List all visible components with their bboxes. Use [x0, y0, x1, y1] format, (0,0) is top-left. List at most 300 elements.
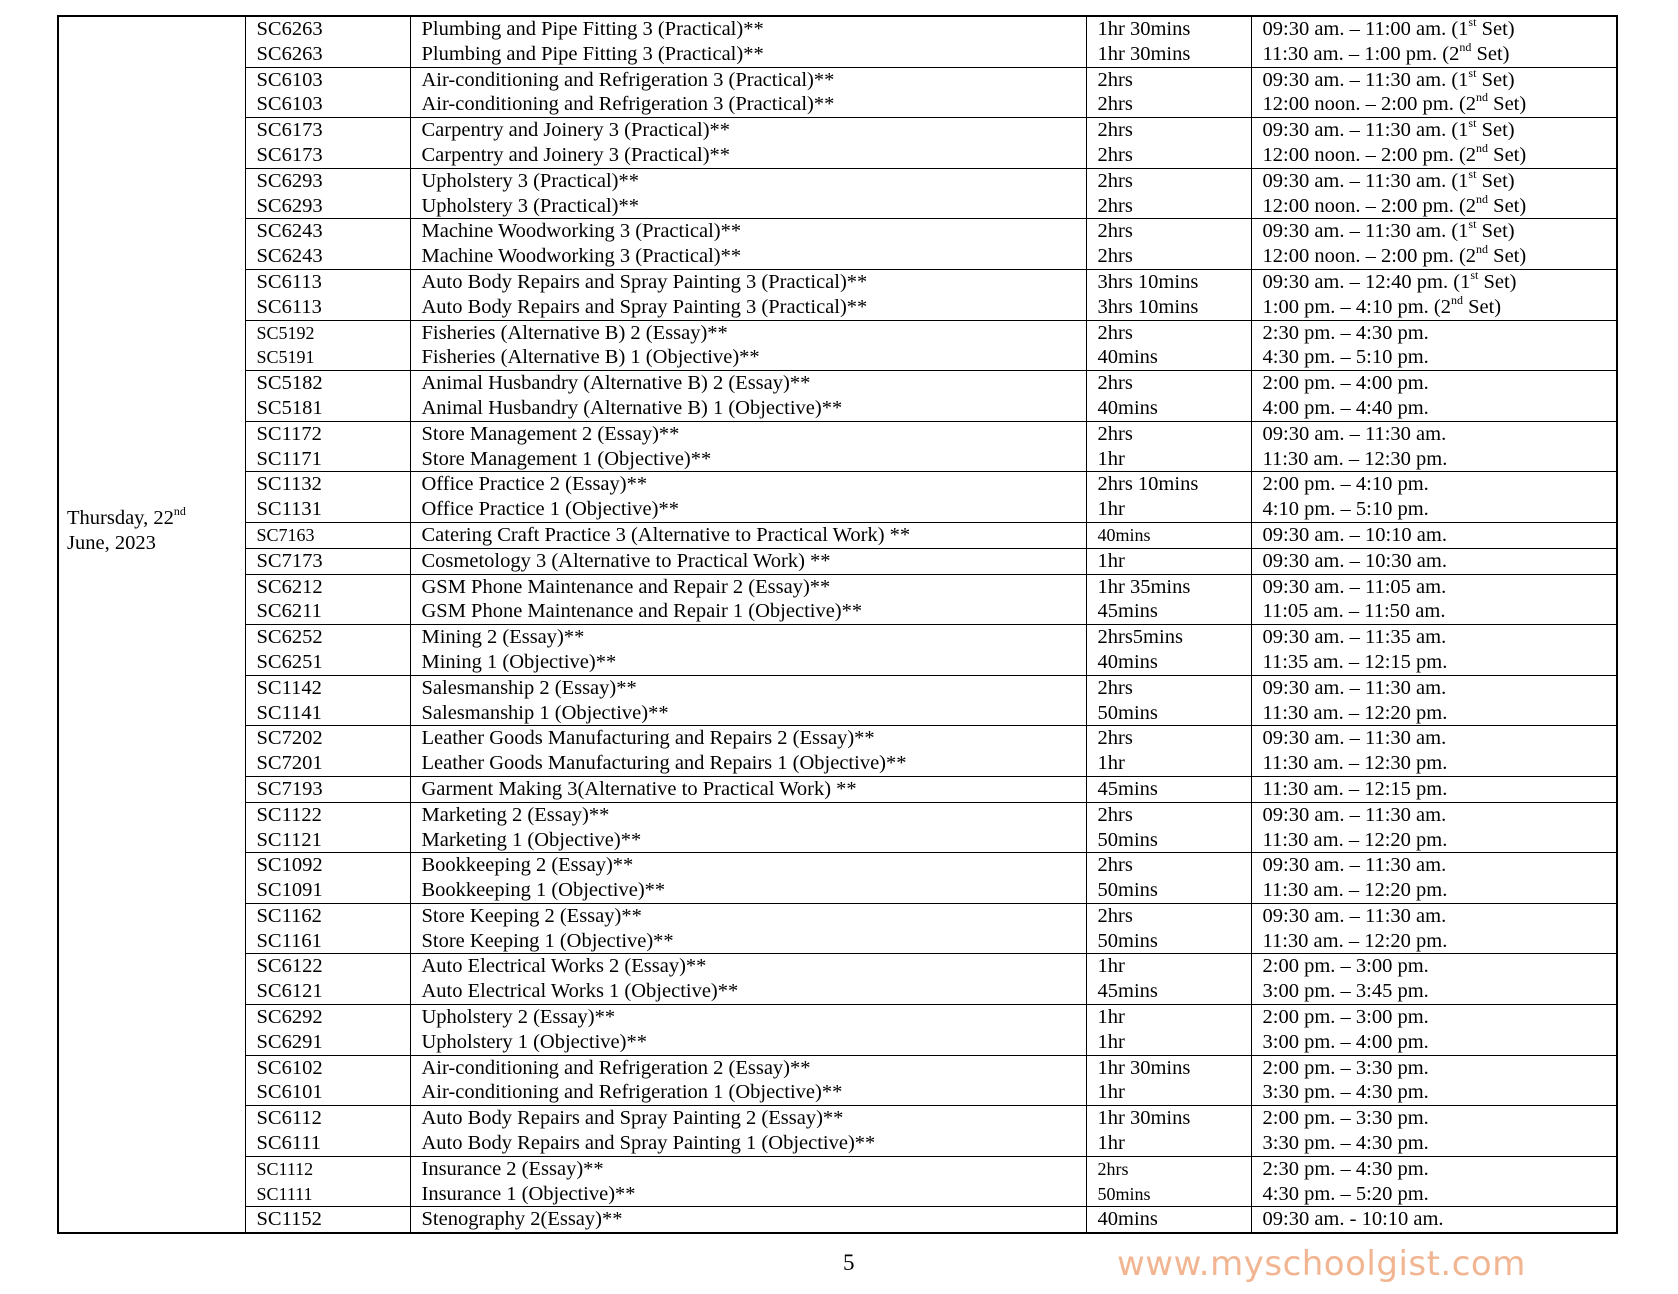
paper-code-cell	[245, 675, 410, 726]
subject-cell	[410, 853, 1086, 904]
code-line: SC6251	[256, 650, 323, 673]
subject-line: Store Management 2 (Essay)**	[421, 422, 680, 445]
code-line: SC1142	[256, 676, 322, 699]
subject-line: Machine Woodworking 3 (Practical)**	[421, 245, 742, 268]
time-line: 4:10 pm. – 5:10 pm.	[1262, 498, 1429, 521]
time-cell	[1251, 574, 1617, 625]
time-cell	[1251, 371, 1617, 422]
duration-cell	[1086, 954, 1251, 1005]
paper-code-cell	[245, 726, 410, 777]
duration-cell	[1086, 1156, 1251, 1207]
set-ordinal: st	[1468, 217, 1477, 232]
code-line: SC6173	[256, 143, 323, 166]
duration-cell	[1086, 548, 1251, 574]
paper-code-cell	[245, 903, 410, 954]
time-line: 09:30 am. – 11:30 am.	[1262, 727, 1447, 750]
set-label: Set)	[1476, 119, 1515, 142]
subject-cell	[410, 472, 1086, 523]
time-line: 4:30 pm. – 5:20 pm.	[1262, 1182, 1429, 1205]
time-line: 3:30 pm. – 4:30 pm.	[1262, 1132, 1429, 1155]
time-line: 3:30 pm. – 4:30 pm.	[1262, 1081, 1429, 1104]
subject-line: Mining 2 (Essay)**	[421, 626, 585, 649]
set-label: Set)	[1476, 68, 1515, 91]
subject-line: Plumbing and Pipe Fitting 3 (Practical)**	[421, 18, 764, 40]
code-line: SC7193	[256, 777, 323, 800]
code-line: SC1162	[256, 904, 322, 927]
subject-line: Upholstery 1 (Objective)**	[421, 1030, 647, 1053]
duration-line: 50mins	[1097, 879, 1158, 902]
duration-cell	[1086, 903, 1251, 954]
subject-line: Mining 1 (Objective)**	[421, 650, 617, 673]
duration-line: 3hrs 10mins	[1097, 270, 1199, 293]
paper-code-cell	[245, 1055, 410, 1106]
subject-line: Salesmanship 2 (Essay)**	[421, 676, 637, 699]
paper-code-cell	[245, 574, 410, 625]
subject-line: Store Keeping 2 (Essay)**	[421, 904, 642, 927]
time-line	[1262, 166, 1617, 194]
subject-line: Carpentry and Joinery 3 (Practical)**	[421, 143, 731, 166]
subject-line: Store Keeping 1 (Objective)**	[421, 929, 674, 952]
duration-line: 1hr	[1097, 1132, 1125, 1155]
duration-line: 1hr	[1097, 549, 1125, 572]
subject-line: Upholstery 2 (Essay)**	[421, 1006, 616, 1029]
time-text: 1:00 pm. – 4:10 pm. (2	[1262, 295, 1451, 318]
subject-line: Auto Electrical Works 2 (Essay)**	[421, 955, 707, 978]
duration-line: 2hrs	[1097, 245, 1133, 268]
subject-line: Bookkeeping 1 (Objective)**	[421, 879, 666, 902]
time-line	[1263, 244, 1617, 269]
code-line: SC1092	[256, 854, 323, 877]
time-line: 09:30 am. – 11:30 am.	[1262, 422, 1447, 445]
time-cell	[1251, 954, 1617, 1005]
set-label: Set)	[1488, 143, 1527, 166]
subject-line: Air-conditioning and Refrigeration 2 (Essay)**	[421, 1056, 811, 1079]
subject-line: Animal Husbandry (Alternative B) 1 (Objective)**	[421, 396, 843, 419]
subject-line: Leather Goods Manufacturing and Repairs 1 (Objective)**	[421, 752, 907, 775]
timetable-row	[58, 903, 1617, 954]
duration-line: 2hrs	[1097, 1158, 1129, 1179]
code-line: SC6113	[256, 295, 322, 318]
duration-line: 1hr 30mins	[1097, 18, 1191, 40]
timetable-row	[58, 16, 1617, 67]
exam-date-line2: June, 2023	[67, 531, 156, 554]
code-line: SC1132	[256, 473, 322, 496]
duration-line: 40mins	[1097, 650, 1158, 673]
time-line	[1263, 219, 1617, 244]
paper-code-cell	[245, 1207, 410, 1233]
timetable-row	[58, 1005, 1617, 1056]
exam-date	[67, 506, 186, 556]
date-cell	[58, 16, 245, 1233]
duration-cell	[1086, 421, 1251, 472]
subject-line: Plumbing and Pipe Fitting 3 (Practical)**	[421, 42, 764, 65]
set-ordinal: st	[1468, 65, 1477, 80]
timetable-row	[58, 574, 1617, 625]
subject-cell	[410, 954, 1086, 1005]
subject-line: Auto Body Repairs and Spray Painting 1 (Objective)**	[421, 1132, 876, 1155]
duration-line: 2hrs	[1097, 68, 1133, 91]
code-line: SC6112	[256, 1107, 322, 1130]
time-line: 2:30 pm. – 4:30 pm.	[1262, 321, 1429, 344]
subject-cell	[410, 776, 1086, 802]
paper-code-cell	[245, 168, 410, 219]
watermark: www.myschoolgist.com	[1117, 1244, 1526, 1284]
time-line	[1262, 65, 1617, 93]
duration-cell	[1086, 574, 1251, 625]
subject-cell	[410, 903, 1086, 954]
subject-cell	[410, 548, 1086, 574]
exam-date-line1	[67, 506, 186, 531]
code-line: SC6113	[256, 270, 322, 293]
code-line: SC1171	[256, 447, 322, 470]
paper-code-cell	[245, 802, 410, 853]
subject-line: Salesmanship 1 (Objective)**	[421, 701, 669, 724]
time-text: 09:30 am. – 11:30 am. (1	[1262, 68, 1469, 91]
timetable-row	[58, 1106, 1617, 1157]
code-line: SC6292	[256, 1006, 323, 1029]
duration-cell	[1086, 472, 1251, 523]
subject-line: Marketing 1 (Objective)**	[421, 828, 642, 851]
subject-line: Catering Craft Practice 3 (Alternative to Practical Work) **	[421, 523, 911, 546]
time-text: 12:00 noon. – 2:00 pm. (2	[1262, 93, 1477, 116]
paper-code-cell	[245, 421, 410, 472]
duration-line: 2hrs	[1097, 321, 1133, 344]
paper-code-cell	[245, 522, 410, 548]
code-line: SC6212	[256, 575, 323, 598]
paper-code-cell	[245, 954, 410, 1005]
subject-line: Air-conditioning and Refrigeration 3 (Practical)**	[421, 68, 835, 91]
code-line: SC6291	[256, 1030, 323, 1053]
subject-cell	[410, 118, 1086, 169]
duration-line: 1hr 35mins	[1097, 575, 1191, 598]
time-line: 2:00 pm. – 3:00 pm.	[1262, 1006, 1429, 1029]
time-line: 11:05 am. – 11:50 am.	[1262, 600, 1446, 623]
paper-code-cell	[245, 67, 410, 118]
time-text: 09:30 am. – 12:40 pm. (1	[1262, 270, 1471, 293]
time-line: 09:30 am. – 10:10 am.	[1262, 523, 1447, 546]
code-line: SC6121	[256, 980, 323, 1003]
time-cell	[1251, 548, 1617, 574]
paper-code-cell	[245, 269, 410, 320]
set-ordinal: st	[1468, 116, 1477, 131]
paper-code-cell	[245, 776, 410, 802]
duration-line: 2hrs	[1097, 422, 1133, 445]
paper-code-cell	[245, 1156, 410, 1207]
duration-line: 2hrs	[1097, 93, 1133, 116]
time-cell	[1251, 1005, 1617, 1056]
duration-line: 40mins	[1097, 396, 1158, 419]
timetable-row	[58, 726, 1617, 777]
duration-cell	[1086, 118, 1251, 169]
set-label: Set)	[1462, 295, 1502, 318]
paper-code-cell	[245, 853, 410, 904]
duration-line: 2hrs	[1097, 143, 1133, 166]
time-line: 11:30 am. – 12:30 pm.	[1262, 447, 1448, 470]
subject-cell	[410, 1106, 1086, 1157]
code-line: SC6243	[256, 220, 323, 243]
duration-line: 50mins	[1097, 828, 1158, 851]
paper-code-cell	[245, 118, 410, 169]
timetable-row	[58, 522, 1617, 548]
subject-line: Air-conditioning and Refrigeration 1 (Objective)**	[421, 1081, 843, 1104]
subject-cell	[410, 675, 1086, 726]
time-cell	[1251, 1106, 1617, 1157]
subject-line: Upholstery 3 (Practical)**	[421, 169, 639, 192]
duration-cell	[1086, 625, 1251, 676]
timetable-row	[58, 675, 1617, 726]
time-line: 09:30 am. - 10:10 am.	[1262, 1208, 1444, 1231]
duration-line: 2hrs	[1097, 220, 1133, 243]
duration-cell	[1086, 269, 1251, 320]
time-text: 09:30 am. – 11:30 am. (1	[1262, 220, 1469, 243]
code-line: SC5191	[256, 347, 315, 368]
set-ordinal: nd	[1476, 140, 1489, 155]
set-label: Set)	[1471, 42, 1510, 65]
timetable-row	[58, 219, 1617, 270]
time-line: 2:00 pm. – 3:30 pm.	[1262, 1107, 1429, 1130]
time-line: 2:30 pm. – 4:30 pm.	[1262, 1157, 1429, 1180]
time-line	[1263, 17, 1617, 42]
set-ordinal: nd	[1476, 90, 1489, 105]
subject-cell	[410, 371, 1086, 422]
time-line: 09:30 am. – 10:30 am.	[1262, 549, 1447, 572]
time-cell	[1251, 726, 1617, 777]
duration-line: 1hr	[1097, 498, 1125, 521]
code-line: SC6122	[256, 955, 323, 978]
time-cell	[1251, 472, 1617, 523]
subject-line: Animal Husbandry (Alternative B) 2 (Essay)**	[421, 372, 811, 395]
subject-line: Office Practice 2 (Essay)**	[421, 473, 648, 496]
duration-line: 2hrs	[1097, 904, 1133, 927]
time-line: 2:00 pm. – 3:00 pm.	[1262, 955, 1429, 978]
duration-line: 1hr	[1097, 955, 1125, 978]
duration-line: 40mins	[1097, 524, 1151, 545]
time-cell	[1251, 1156, 1617, 1207]
subject-cell	[410, 1156, 1086, 1207]
time-line: 09:30 am. – 11:30 am.	[1262, 676, 1447, 699]
timetable-row	[58, 802, 1617, 853]
code-line: SC7173	[256, 549, 323, 572]
paper-code-cell	[245, 625, 410, 676]
subject-line: Insurance 1 (Objective)**	[421, 1182, 636, 1205]
subject-cell	[410, 219, 1086, 270]
code-line: SC6243	[256, 245, 323, 268]
time-text: 09:30 am. – 11:30 am. (1	[1262, 169, 1469, 192]
code-line: SC6293	[256, 169, 323, 192]
code-line: SC6103	[256, 93, 323, 116]
code-line: SC5181	[256, 396, 323, 419]
subject-cell	[410, 269, 1086, 320]
timetable-row	[58, 853, 1617, 904]
paper-code-cell	[245, 1005, 410, 1056]
subject-cell	[410, 1207, 1086, 1233]
time-cell	[1251, 522, 1617, 548]
duration-cell	[1086, 675, 1251, 726]
subject-line: Air-conditioning and Refrigeration 3 (Practical)**	[421, 93, 835, 116]
time-text: 12:00 noon. – 2:00 pm. (2	[1262, 143, 1477, 166]
code-line: SC1122	[256, 803, 322, 826]
subject-line: Office Practice 1 (Objective)**	[421, 498, 679, 521]
time-line	[1263, 118, 1617, 143]
code-line: SC6173	[256, 119, 323, 142]
subject-line: Auto Body Repairs and Spray Painting 3 (Practical)**	[421, 295, 868, 318]
paper-code-cell	[245, 16, 410, 67]
subject-cell	[410, 320, 1086, 371]
subject-cell	[410, 802, 1086, 853]
time-cell	[1251, 1207, 1617, 1233]
timetable-row	[58, 269, 1617, 320]
duration-cell	[1086, 320, 1251, 371]
subject-line: Leather Goods Manufacturing and Repairs 2 (Essay)**	[421, 727, 875, 750]
time-cell	[1251, 776, 1617, 802]
timetable-row	[58, 168, 1617, 219]
duration-line: 40mins	[1097, 1208, 1158, 1231]
code-line: SC6293	[256, 194, 323, 217]
duration-line: 2hrs	[1097, 803, 1133, 826]
subject-line: GSM Phone Maintenance and Repair 2 (Essay)**	[421, 575, 831, 598]
time-line: 4:00 pm. – 4:40 pm.	[1262, 396, 1429, 419]
time-line: 4:30 pm. – 5:10 pm.	[1262, 346, 1429, 369]
subject-cell	[410, 16, 1086, 67]
time-cell	[1251, 219, 1617, 270]
duration-line: 1hr 30mins	[1097, 42, 1191, 65]
time-line	[1263, 92, 1617, 117]
duration-line: 2hrs	[1097, 372, 1133, 395]
time-line: 11:35 am. – 12:15 pm.	[1262, 650, 1448, 673]
timetable-row	[58, 118, 1617, 169]
code-line: SC5192	[256, 322, 315, 343]
time-cell	[1251, 802, 1617, 853]
time-line	[1262, 191, 1617, 219]
page-number: 5	[843, 1250, 855, 1275]
duration-cell	[1086, 726, 1251, 777]
time-cell	[1251, 421, 1617, 472]
set-ordinal: nd	[1476, 191, 1489, 206]
code-line: SC1121	[256, 828, 322, 851]
subject-line: Auto Body Repairs and Spray Painting 2 (Essay)**	[421, 1107, 844, 1130]
duration-cell	[1086, 168, 1251, 219]
paper-code-cell	[245, 320, 410, 371]
code-line: SC6111	[256, 1132, 322, 1155]
paper-code-cell	[245, 1106, 410, 1157]
subject-line: Auto Electrical Works 1 (Objective)**	[421, 980, 739, 1003]
timetable-row	[58, 320, 1617, 371]
paper-code-cell	[245, 472, 410, 523]
code-line: SC7202	[256, 727, 323, 750]
time-line: 11:30 am. – 12:20 pm.	[1262, 828, 1448, 851]
code-line: SC6263	[256, 18, 323, 40]
duration-line: 1hr 30mins	[1097, 1107, 1191, 1130]
set-ordinal: nd	[1459, 39, 1472, 54]
code-line: SC1131	[256, 498, 322, 521]
time-text: 12:00 noon. – 2:00 pm. (2	[1262, 194, 1477, 217]
duration-line: 3hrs 10mins	[1097, 295, 1199, 318]
subject-line: Store Management 1 (Objective)**	[421, 447, 712, 470]
timetable-row	[58, 371, 1617, 422]
subject-line: Garment Making 3(Alternative to Practical Work) **	[421, 777, 857, 800]
duration-cell	[1086, 1055, 1251, 1106]
subject-line: Fisheries (Alternative B) 1 (Objective)**	[421, 346, 760, 369]
duration-line: 2hrs	[1097, 727, 1133, 750]
time-cell	[1251, 1055, 1617, 1106]
subject-line: Auto Body Repairs and Spray Painting 3 (Practical)**	[421, 270, 868, 293]
timetable-row	[58, 625, 1617, 676]
timetable-row	[58, 472, 1617, 523]
time-line	[1262, 39, 1617, 67]
timetable-row	[58, 1055, 1617, 1106]
set-label: Set)	[1478, 270, 1517, 293]
code-line: SC6101	[256, 1081, 323, 1104]
subject-line: Bookkeeping 2 (Essay)**	[421, 854, 634, 877]
code-line: SC1111	[256, 1183, 313, 1204]
code-line: SC1112	[256, 1158, 314, 1179]
time-line: 2:00 pm. – 4:00 pm.	[1262, 372, 1429, 395]
subject-cell	[410, 574, 1086, 625]
set-label: Set)	[1476, 18, 1515, 40]
time-line: 09:30 am. – 11:05 am.	[1262, 575, 1447, 598]
time-cell	[1251, 118, 1617, 169]
time-line	[1262, 292, 1617, 320]
duration-line: 1hr	[1097, 1030, 1125, 1053]
code-line: SC6252	[256, 626, 323, 649]
code-line: SC1141	[256, 701, 322, 724]
duration-cell	[1086, 1207, 1251, 1233]
time-text: 11:30 am. – 1:00 pm. (2	[1262, 42, 1460, 65]
duration-line: 2hrs	[1097, 119, 1133, 142]
set-label: Set)	[1476, 169, 1515, 192]
time-line: 3:00 pm. – 4:00 pm.	[1262, 1030, 1429, 1053]
time-cell	[1251, 903, 1617, 954]
code-line: SC7163	[256, 524, 315, 545]
subject-line: Cosmetology 3 (Alternative to Practical Work) **	[421, 549, 831, 572]
duration-cell	[1086, 371, 1251, 422]
duration-line: 40mins	[1097, 346, 1158, 369]
set-label: Set)	[1476, 220, 1515, 243]
duration-line: 2hrs	[1097, 194, 1133, 217]
subject-cell	[410, 625, 1086, 676]
code-line: SC7201	[256, 752, 323, 775]
timetable-row	[58, 1207, 1617, 1233]
subject-cell	[410, 1005, 1086, 1056]
code-line: SC1172	[256, 422, 322, 445]
subject-line: Fisheries (Alternative B) 2 (Essay)**	[421, 321, 728, 344]
time-line	[1262, 267, 1617, 295]
paper-code-cell	[245, 548, 410, 574]
duration-line: 50mins	[1097, 1183, 1151, 1204]
subject-cell	[410, 522, 1086, 548]
code-line: SC6103	[256, 68, 323, 91]
exam-date-suffix: nd	[173, 504, 186, 518]
exam-timetable	[57, 15, 1618, 1234]
duration-line: 50mins	[1097, 929, 1158, 952]
duration-line: 2hrs 10mins	[1097, 473, 1199, 496]
duration-cell	[1086, 219, 1251, 270]
subject-line: Machine Woodworking 3 (Practical)**	[421, 220, 742, 243]
timetable-row	[58, 776, 1617, 802]
subject-line: GSM Phone Maintenance and Repair 1 (Objective)**	[421, 600, 863, 623]
timetable-row	[58, 548, 1617, 574]
duration-line: 1hr	[1097, 1081, 1125, 1104]
duration-cell	[1086, 1005, 1251, 1056]
time-line: 09:30 am. – 11:30 am.	[1262, 854, 1447, 877]
time-line: 11:30 am. – 12:20 pm.	[1262, 929, 1448, 952]
set-label: Set)	[1488, 93, 1527, 116]
duration-cell	[1086, 802, 1251, 853]
subject-cell	[410, 168, 1086, 219]
subject-cell	[410, 421, 1086, 472]
paper-code-cell	[245, 219, 410, 270]
time-line: 09:30 am. – 11:35 am.	[1262, 626, 1447, 649]
